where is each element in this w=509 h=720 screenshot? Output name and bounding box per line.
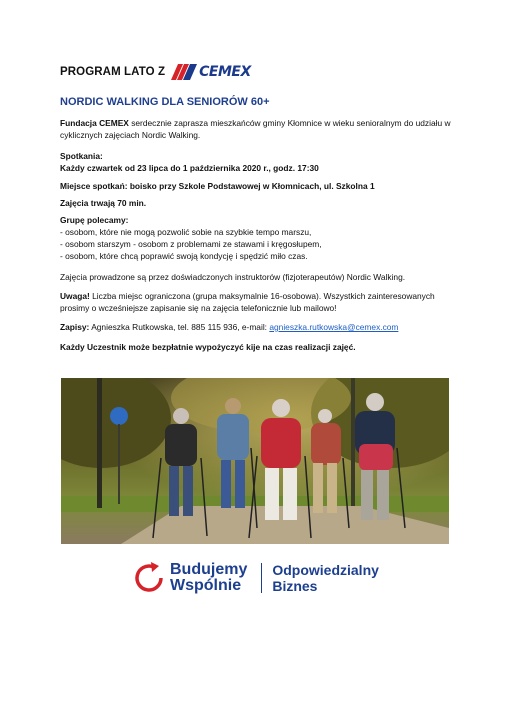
- cemex-logo: [171, 64, 251, 80]
- budujemy-wspolnie-logo: [170, 562, 247, 594]
- intro-paragraph: [60, 117, 452, 141]
- signup-label: Zapisy:: [60, 322, 90, 332]
- footer-logos: [132, 561, 379, 595]
- footer-left-line2: Wspólnie: [170, 577, 242, 594]
- intro-org: Fundacja CEMEX: [60, 118, 129, 128]
- list-item: - osobom starszym - osobom z problemami ze stawami i kręgosłupem,: [60, 239, 322, 249]
- budujemy-arrow-circle-icon: [132, 561, 166, 595]
- page-subtitle: NORDIC WALKING DLA SENIORÓW 60+: [60, 96, 270, 108]
- signup-text: Agnieszka Rutkowska, tel. 885 115 936, e-mail:: [89, 322, 270, 332]
- meetings-place: Miejsce spotkań: boisko przy Szkole Podstawowej w Kłomnicach, ul. Szkolna 1: [60, 181, 375, 191]
- footer-divider: [261, 563, 262, 593]
- cemex-stripes-icon: [171, 64, 197, 80]
- notice-label: Uwaga!: [60, 291, 90, 301]
- list-item: - osobom, które chcą poprawić swoją kondycję i spędzić miło czas.: [60, 251, 308, 261]
- odpowiedzialny-biznes-logo: [272, 562, 379, 594]
- meetings-duration: Zajęcia trwają 70 min.: [60, 198, 147, 208]
- footer-left-line1: Budujemy: [170, 561, 248, 578]
- cemex-wordmark: CEMEX: [199, 64, 251, 80]
- title-row: [60, 64, 251, 80]
- signup-paragraph: [60, 321, 452, 333]
- list-item: - osobom, które nie mogą pozwolić sobie na szybkie tempo marszu,: [60, 227, 312, 237]
- program-title: PROGRAM LATO Z: [60, 66, 166, 78]
- instructors-paragraph: Zajęcia prowadzone są przez doświadczonych instruktorów (fizjoterapeutów) Nordic Walking.: [60, 272, 406, 282]
- nordic-walking-photo: [61, 378, 449, 544]
- meetings-label: Spotkania:: [60, 151, 103, 161]
- notice-text: Liczba miejsc ograniczona (grupa maksymalnie 16-osobowa). Wszystkich zainteresowanych prosimy o wcześniejsze zapisanie się na zajęcia telefonicznie lub mailowo!: [60, 291, 435, 313]
- target-group-label: Grupę polecamy:: [60, 215, 129, 225]
- footer-right-line2: Biznes: [272, 578, 318, 594]
- signup-email-link[interactable]: agnieszka.rutkowska@cemex.com: [269, 322, 399, 332]
- intro-text: serdecznie zaprasza mieszkańców gminy Kłomnice w wieku senioralnym do udziału w cyklicznych zajęciach Nordic Walking.: [60, 118, 451, 140]
- notice-paragraph: [60, 290, 452, 314]
- rental-paragraph: Każdy Uczestnik może bezpłatnie wypożyczyć kije na czas realizacji zajęć.: [60, 342, 356, 352]
- meetings-schedule: Każdy czwartek od 23 lipca do 1 października 2020 r., godz. 17:30: [60, 163, 319, 173]
- footer-right-line1: Odpowiedzialny: [272, 562, 379, 578]
